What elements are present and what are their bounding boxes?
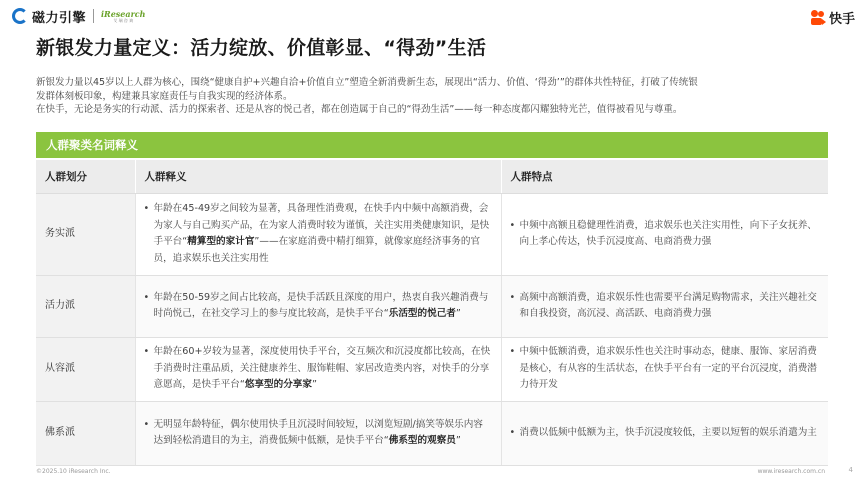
persona-tag: 悠享型的分享家 bbox=[244, 379, 312, 391]
group-name: 活力派 bbox=[36, 275, 135, 337]
partner-logo-subtext: 艾 瑞 咨 询 bbox=[113, 17, 134, 23]
table-row bbox=[36, 193, 828, 275]
partner-logo-text: iResearch bbox=[101, 8, 146, 19]
intro-line: 发群体刻板印象，构建兼具家庭责任与自我实现的经济体系。 bbox=[36, 90, 293, 102]
kuaishou-logo bbox=[810, 8, 855, 27]
group-definition: • 年龄在50-59岁之间占比较高，是快手活跃且深度的用户，热衷自我兴趣消费与时尚悦己，在社交学习上的参与度比较高，是快手平台“乐活型的悦己者” bbox=[135, 275, 501, 337]
brand-logo-text: 磁力引擎 bbox=[32, 10, 87, 26]
persona-tag: 佛系型的观察员 bbox=[388, 435, 456, 446]
persona-tag: 乐活型的悦己者 bbox=[388, 308, 456, 319]
group-traits: • 中频中高额且稳健理性消费，追求娱乐也关注实用性，向下子女抚养、向上孝心传达，快手沉浸度高、电商消费力强 bbox=[501, 193, 828, 275]
copyright-text: ©2025.10 iResearch Inc. bbox=[36, 468, 111, 475]
brand-logo bbox=[12, 7, 145, 25]
group-name: 务实派 bbox=[36, 193, 135, 275]
group-name: 佛系派 bbox=[36, 401, 135, 465]
table-row bbox=[36, 275, 828, 337]
group-definition: • 年龄在60+岁较为显著，深度使用快手平台，交互频次和沉浸度都比较高，在快手消费时注重品质，关注健康养生、服饰鞋帽、家居改造类内容，对快手的分享意愿高，是快手平台“悠享型的分享家” bbox=[135, 337, 501, 401]
group-definition: • 无明显年龄特征，偶尔使用快手且沉浸时间较短，以浏览短剧/搞笑等娱乐内容达到轻松消遣目的为主，消费低频中低额，是快手平台“佛系型的观察员” bbox=[135, 401, 501, 465]
group-traits: • 中频中低额消费，追求娱乐性也关注时事动态，健康、服饰、家居消费是核心，有从容的生活状态，在快手平台有一定的平台沉浸度，消费潜力待开发 bbox=[501, 337, 828, 401]
table-header-row bbox=[36, 160, 828, 193]
audience-table bbox=[36, 160, 828, 466]
group-name: 从容派 bbox=[36, 337, 135, 401]
logo-divider bbox=[93, 9, 94, 23]
table-row bbox=[36, 401, 828, 465]
intro-paragraph bbox=[36, 76, 836, 117]
intro-line: 在快手，无论是务实的行动派、活力的探索者、还是从容的悦己者，都在创造属于自己的“得劲生活”——每一种态度都闪耀独特光芒，值得被看见与尊重。 bbox=[36, 104, 683, 115]
column-header-traits: 人群特点 bbox=[501, 160, 828, 193]
kuaishou-camera-icon bbox=[810, 10, 826, 26]
group-definition: • 年龄在45-49岁之间较为显著，具备理性消费观，在快手内中频中高额消费，会为家人与自己购买产品，在为家人消费时较为谨慎，关注实用类健康知识，是快手平台“精算型的家计官”——在家庭消费中精打细算，就像家庭经济事务的官员，追求娱乐也关注实用性 bbox=[135, 193, 501, 275]
table-row bbox=[36, 337, 828, 401]
group-traits: • 消费以低频中低额为主，快手沉浸度较低，主要以短暂的娱乐消遣为主 bbox=[501, 401, 828, 465]
column-header-definition: 人群释义 bbox=[135, 160, 501, 193]
group-traits: • 高频中高额消费，追求娱乐性也需要平台满足购物需求，关注兴趣社交和自我投资，高沉浸、高活跃、电商消费力强 bbox=[501, 275, 828, 337]
column-header-group: 人群划分 bbox=[36, 160, 135, 193]
partner-logo bbox=[101, 10, 145, 23]
kuaishou-logo-text: 快手 bbox=[828, 12, 855, 27]
magnet-logo-icon bbox=[12, 8, 28, 24]
intro-line: 新银发力量以45岁以上人群为核心，围绕“健康自护+兴趣自洽+价值自立”塑造全新消费新生态，展现出“活力、价值、‘得劲’”的群体共性特征，打破了传统银 bbox=[36, 77, 698, 88]
persona-tag: 精算型的家计官 bbox=[187, 236, 255, 247]
section-header: 人群聚类名词释义 bbox=[36, 132, 828, 158]
page-number: 4 bbox=[848, 466, 853, 474]
page-title: 新银发力量定义：活力绽放、价值彰显、“得劲”生活 bbox=[36, 37, 487, 59]
website-link[interactable]: www.iresearch.com.cn bbox=[757, 468, 825, 475]
